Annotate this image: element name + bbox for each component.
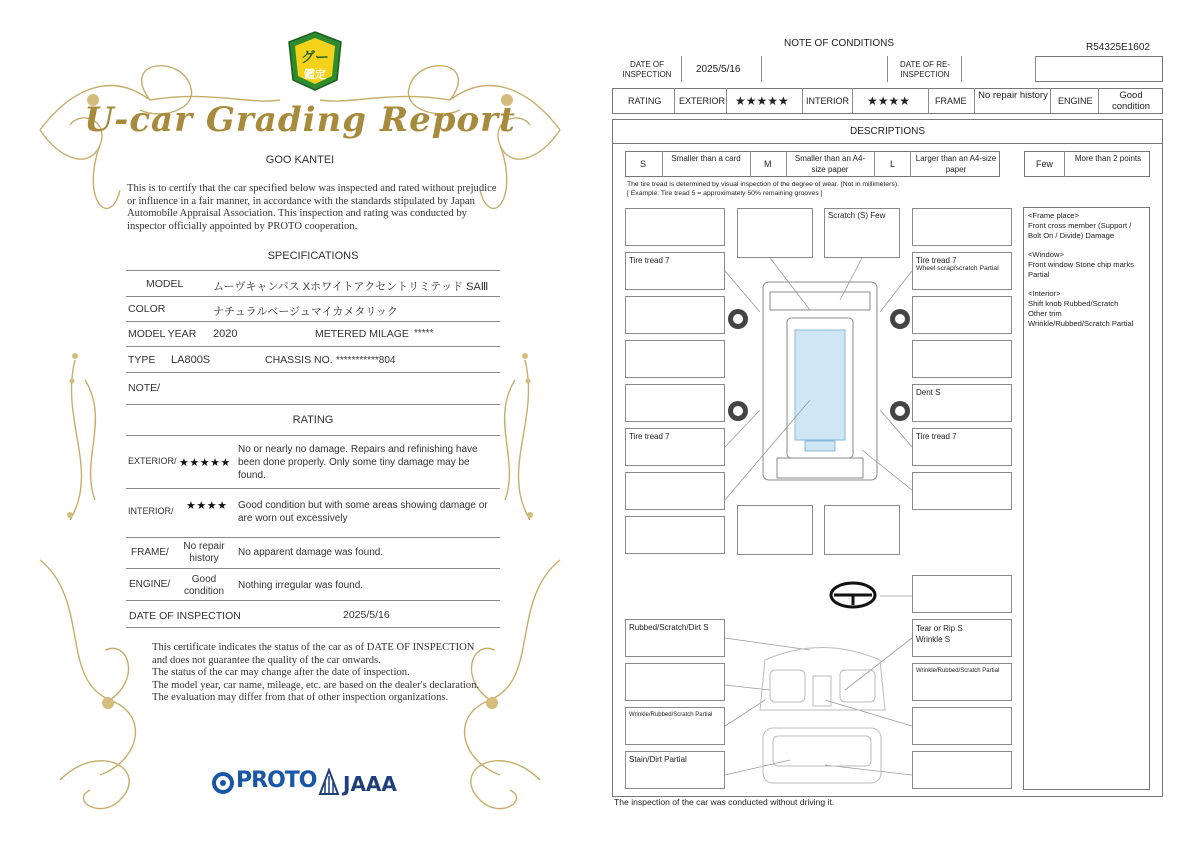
type-value: LA800S <box>171 354 211 366</box>
frame-label: FRAME/ <box>131 547 169 558</box>
chassis-value: ***********804 <box>336 355 396 366</box>
condition-text: Tire tread 7 <box>916 432 957 441</box>
legend-m: M <box>764 159 772 169</box>
report-title: U-car Grading Report <box>84 100 516 140</box>
report-subtitle: GOO KANTEI <box>265 154 335 166</box>
interior-description: Good condition but with some areas showing damage or are worn out excessively <box>238 500 488 524</box>
exterior-label: EXTERIOR <box>679 96 726 106</box>
conditions-heading: NOTE OF CONDITIONS <box>784 38 894 49</box>
model-label: MODEL <box>146 278 184 290</box>
condition-subtext: Wheel scrap/scratch Partial <box>916 265 999 272</box>
type-label: TYPE <box>128 354 156 366</box>
divider <box>126 537 500 538</box>
divider <box>126 346 500 347</box>
tire-note: The tire tread is determined by visual inspection of the degree of wear. (Not in millimeters). [ Example: Tire tread 5 = approximately 50% remaining grooves ] <box>627 181 899 197</box>
condition-text: Stain/Dirt Partial <box>629 755 687 764</box>
divider <box>126 321 500 322</box>
divider <box>126 270 500 271</box>
divider <box>126 600 500 601</box>
engine-label: ENGINE <box>1058 96 1093 106</box>
interior-label: INTERIOR <box>806 96 850 106</box>
condition-text: Wrinkle/Rubbed/Scratch Partial <box>916 668 1000 674</box>
inspection-date-label: DATE OF INSPECTION <box>129 610 241 622</box>
frame-label: FRAME <box>935 96 967 106</box>
legend-l-desc: Larger than an A4-size paper <box>915 154 997 174</box>
exterior-stars: ★★★★★ <box>179 457 231 469</box>
proto-logo: PROTO <box>236 768 317 793</box>
goo-kantei-badge-icon <box>285 30 345 92</box>
inspection-note: The inspection of the car was conducted without driving it. <box>614 797 835 807</box>
date-inspection-label: DATE OF INSPECTION <box>622 60 672 79</box>
model-year-value: 2020 <box>213 328 238 340</box>
frame-value: No repair history <box>183 541 225 564</box>
reinspection-label: DATE OF RE-INSPECTION <box>899 60 951 79</box>
descriptions-heading: DESCRIPTIONS <box>849 126 925 137</box>
divider <box>126 296 500 297</box>
specifications-heading: SPECIFICATIONS <box>267 250 359 262</box>
interior-stars: ★★★★ <box>867 94 911 108</box>
condition-text: Tire tread 7 <box>629 256 670 265</box>
exterior-stars: ★★★★★ <box>735 94 789 108</box>
chassis-label: CHASSIS NO. <box>265 354 333 366</box>
divider <box>126 627 500 628</box>
car-interior-diagram <box>755 640 890 790</box>
interior-label: INTERIOR/ <box>128 506 174 516</box>
engine-label: ENGINE/ <box>129 579 171 590</box>
legend-s-desc: Smaller than a card <box>671 154 741 163</box>
model-value: ムーヴキャンバス Xホワイトアクセントリミテッド SAⅢ <box>213 281 489 293</box>
condition-text: Rubbed/Scratch/Dirt S <box>629 623 709 632</box>
legend-few: Few <box>1036 159 1054 169</box>
certification-statement: This is to certify that the car specified below was inspected and rated without prejudice or influence in a fair manner, in accordance with the standards stipulated by Japan Automobile Appraisal Association. This inspection and rating was conducted by inspector officially appointed by PROTO cooperation. <box>127 183 497 232</box>
rating-heading: RATING <box>292 414 334 426</box>
exterior-label: EXTERIOR/ <box>128 456 177 466</box>
frame-value: No repair history <box>978 90 1048 101</box>
divider <box>126 488 500 489</box>
notes-text: <Frame place> Front cross member (Support / Bolt On / Divide) Damage <Window> Front window Stone chip marks Partial <Interior> Shift knob Rubbed/Scratch Other trim Wrinkle/Rubbed/Scratch Partial <box>1028 211 1134 328</box>
frame-description: No apparent damage was found. <box>238 547 384 558</box>
steering-wheel-icon <box>828 580 878 610</box>
exterior-description: No or nearly no damage. Repairs and refinishing have been done properly. Only some tiny damage may be found. <box>238 444 478 481</box>
divider <box>126 568 500 569</box>
date-inspection-value: 2025/5/16 <box>696 64 741 75</box>
report-id: R54325E1602 <box>1086 42 1150 53</box>
leader-lines <box>600 0 1200 848</box>
proto-logo-icon <box>212 772 234 794</box>
certificate-footer: This certificate indicates the status of the car as of DATE OF INSPECTION and does not guarantee the quality of the car onwards. The status of the car may change after the date of inspection. The model year, car name, mileage, etc. are based on the dealer's declaration. The evaluation may differ from that of other inspection organizations. <box>152 642 480 704</box>
legend-s: S <box>640 159 647 169</box>
legend-l: L <box>890 159 896 169</box>
jaaa-logo: JAAA <box>343 772 397 796</box>
divider <box>126 404 500 405</box>
engine-value: Good condition <box>183 574 225 597</box>
note-of-conditions <box>600 0 1200 848</box>
svg-text:鑑定: 鑑定 <box>304 68 326 81</box>
mileage-label: METERED MILAGE <box>315 328 409 340</box>
divider <box>126 372 500 373</box>
divider <box>126 435 500 436</box>
color-value: ナチュラルベージュマイカメタリック <box>213 306 398 318</box>
inspection-date-value: 2025/5/16 <box>343 609 390 621</box>
condition-text: Wrinkle/Rubbed/Scratch Partial <box>629 712 713 718</box>
model-year-label: MODEL YEAR <box>128 328 197 340</box>
condition-text: Dent S <box>916 388 941 397</box>
condition-text: Tire tread 7 <box>629 432 670 441</box>
color-label: COLOR <box>128 303 166 315</box>
engine-value: Good condition <box>1111 90 1151 112</box>
rating-label: RATING <box>628 96 662 106</box>
condition-text: Tire tread 7 <box>916 256 957 265</box>
legend-m-desc: Smaller than an A4-size paper <box>794 154 866 174</box>
note-label: NOTE/ <box>128 382 161 394</box>
engine-description: Nothing irregular was found. <box>238 580 364 591</box>
interior-stars: ★★★★ <box>186 500 228 512</box>
svg-text:グー: グー <box>301 50 329 66</box>
condition-text: Tear or Rip S Wrinkle S <box>916 624 963 644</box>
condition-text: Scratch (S) Few <box>828 211 886 220</box>
jaaa-logo-icon <box>318 768 340 796</box>
legend-few-desc: More than 2 points <box>1074 154 1142 163</box>
mileage-value: ***** <box>414 328 434 339</box>
